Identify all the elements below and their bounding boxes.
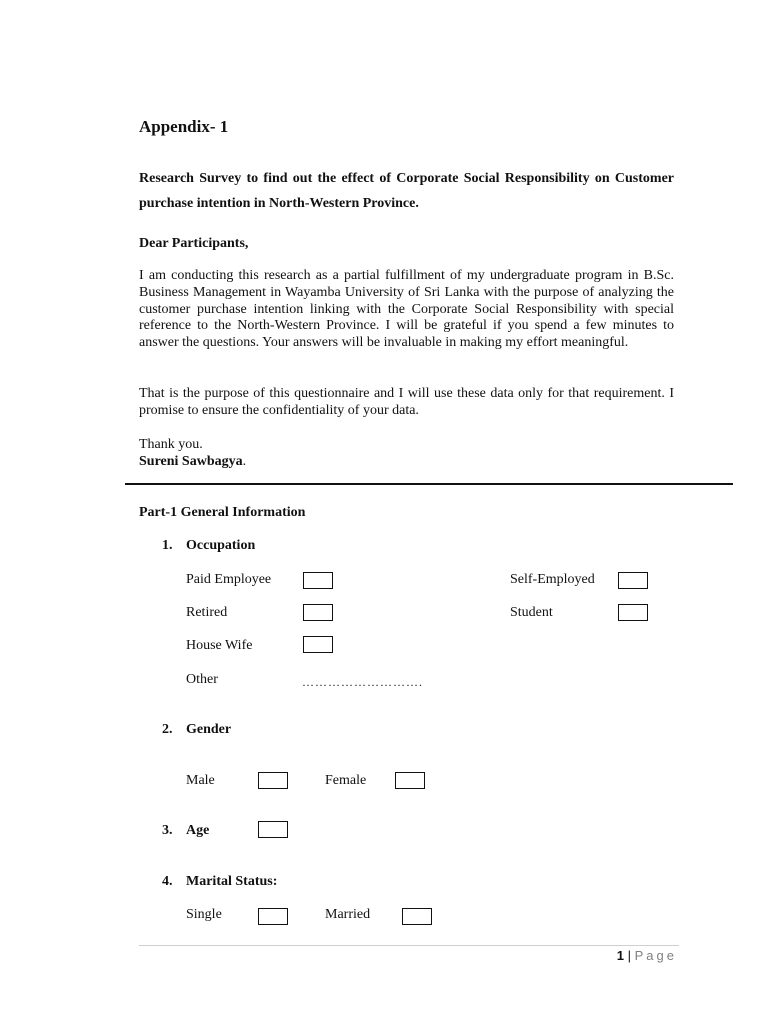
option-self-employed-label: Self-Employed <box>510 572 595 587</box>
page-separator: | <box>624 948 635 963</box>
option-student-label: Student <box>510 605 553 620</box>
option-single-label: Single <box>186 907 222 922</box>
age-input-box[interactable] <box>258 821 288 838</box>
checkbox-self-employed[interactable] <box>618 572 648 589</box>
signature-line <box>139 453 246 470</box>
question-age: Age <box>186 823 210 838</box>
closing-text: Thank you. <box>139 437 203 452</box>
option-retired-label: Retired <box>186 605 228 620</box>
checkbox-paid-employee[interactable] <box>303 572 333 589</box>
page-label: Page <box>634 948 677 963</box>
checkbox-house-wife[interactable] <box>303 636 333 653</box>
question-number: 3. <box>162 823 173 838</box>
checkbox-student[interactable] <box>618 604 648 621</box>
page-number: 1 <box>616 948 625 963</box>
closing-block <box>139 436 246 470</box>
option-male-label: Male <box>186 773 215 788</box>
option-paid-employee-label: Paid Employee <box>186 572 272 587</box>
checkbox-married[interactable] <box>402 908 432 925</box>
question-gender: Gender <box>186 722 232 737</box>
appendix-heading: Appendix- 1 <box>139 117 229 136</box>
option-house-wife-label: House Wife <box>186 638 253 653</box>
page-footer <box>560 948 677 963</box>
question-number: 1. <box>162 538 173 553</box>
checkbox-male[interactable] <box>258 772 288 789</box>
salutation: Dear Participants, <box>139 236 249 251</box>
option-other-label: Other <box>186 672 218 687</box>
question-occupation: Occupation <box>186 538 256 553</box>
signature-period: . <box>242 454 247 469</box>
question-number: 2. <box>162 722 173 737</box>
checkbox-female[interactable] <box>395 772 425 789</box>
question-marital-status: Marital Status: <box>186 874 278 889</box>
checkbox-single[interactable] <box>258 908 288 925</box>
survey-title: Research Survey to find out the effect of Corporate Social Responsibility on Customer purchase intention in North-Western Province. <box>139 171 674 211</box>
section-divider <box>125 483 733 485</box>
part-title: Part-1 General Information <box>139 505 306 520</box>
checkbox-retired[interactable] <box>303 604 333 621</box>
intro-paragraph: I am conducting this research as a partial fulfillment of my undergraduate program in B.Sc. Business Management in Wayamba University of Sri Lanka with the purpose of analyzing the customer purchase intention linking with the Corporate Social Responsibility with special reference to the North-Western Province. I will be grateful if you spend a few minutes to answer the questions. Your answers will be invaluable in making my effort meaningful. <box>139 268 674 351</box>
purpose-paragraph: That is the purpose of this questionnaire and I will use these data only for that requirement. I promise to ensure the confidentiality of your data. <box>139 386 674 418</box>
option-female-label: Female <box>325 773 367 788</box>
question-number: 4. <box>162 874 173 889</box>
footer-divider <box>139 945 679 946</box>
other-fill-in-blank[interactable]: ………………………. <box>302 675 423 689</box>
option-married-label: Married <box>325 907 371 922</box>
signature-name: Sureni Sawbagya <box>139 454 243 469</box>
